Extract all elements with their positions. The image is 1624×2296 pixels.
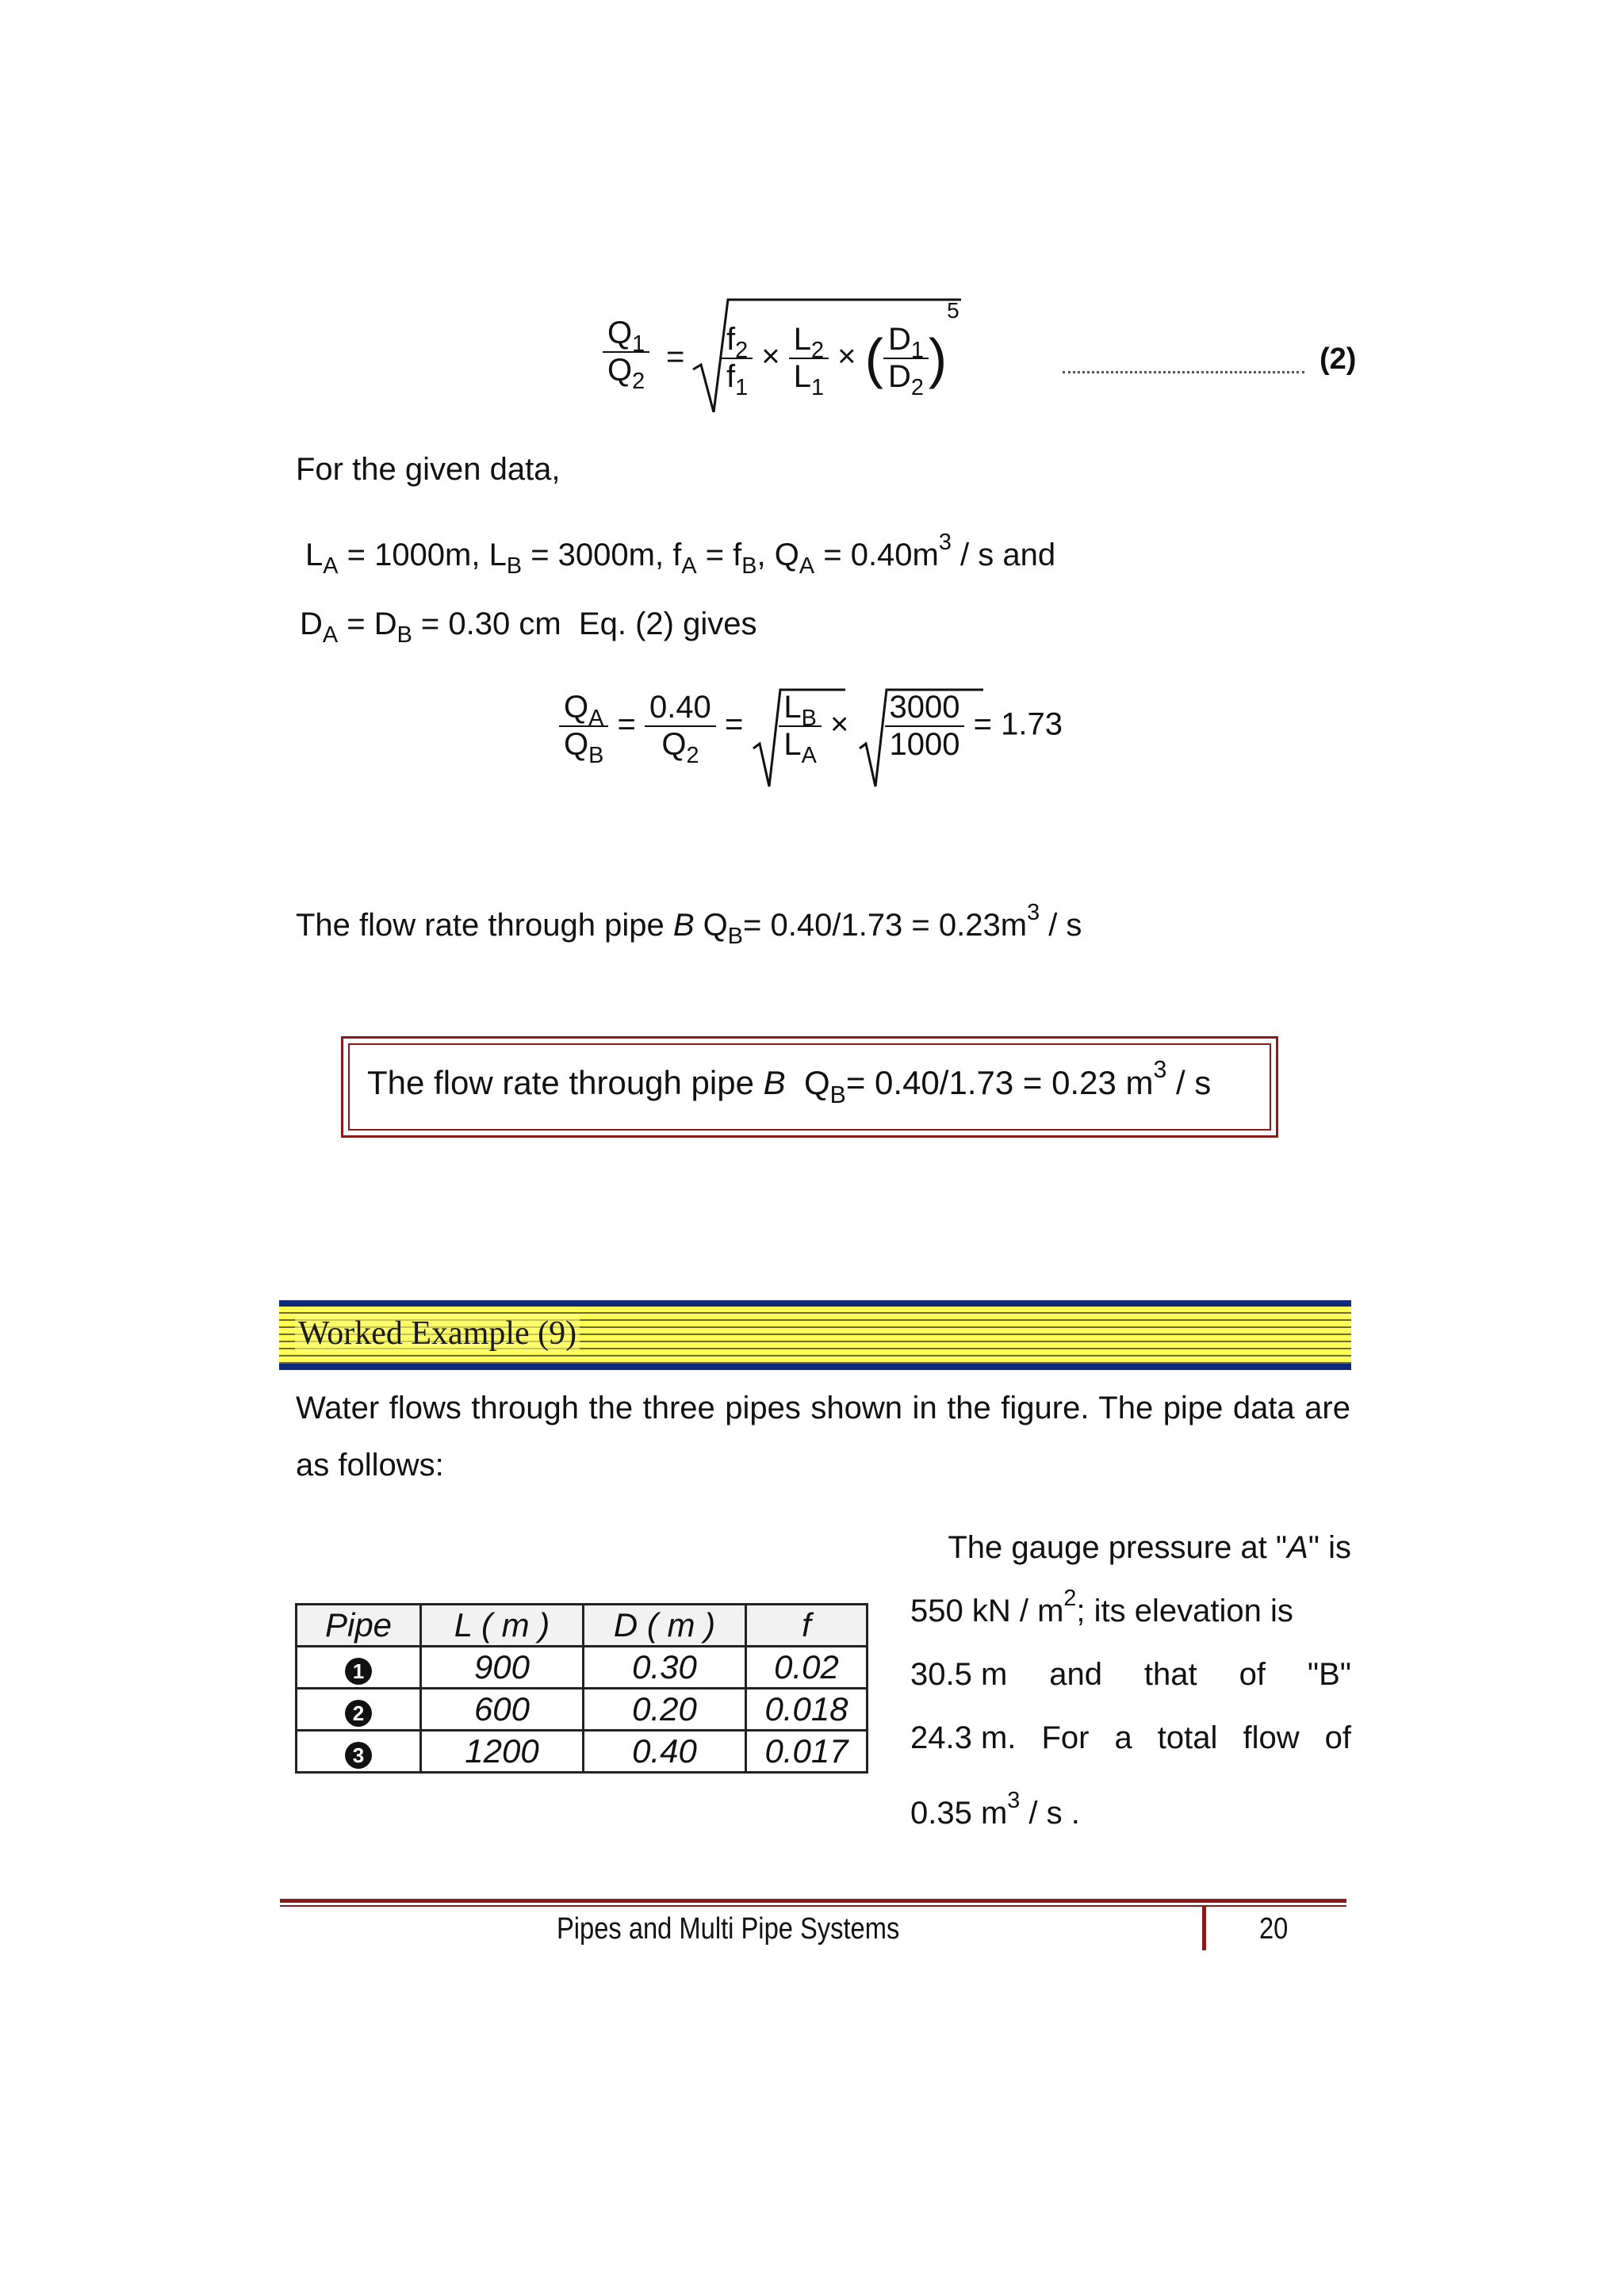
- eq1-radicand: $\frac{f_2}{f_1}$ × $\frac{L_2}{L_1}$ × ( $\frac{D_1}{D_2}$ )$^5$: [722, 322, 959, 395]
- ratio-equation: $\frac{Q_A}{Q_B}$ = $\frac{0.40}{Q_2}$ = $\frac{L_B}{L_A}$ × $\frac{3000}{1000}$ = 1.73: [559, 690, 1114, 809]
- header-pipe: Pipe: [297, 1605, 421, 1647]
- eq1-f1: f: [726, 359, 736, 394]
- footer-divider: [1202, 1907, 1206, 1950]
- given-data-line-1: $L_A = 1000m$, $L_B = 3000m$, $f_A = f_B$, $Q_A = 0.40m^3 / s$ and: [305, 529, 1056, 580]
- pipe-data-table: [295, 1603, 868, 1774]
- problem-statement: Water flows through the three pipes shown in the figure. The pipe data are as follows:: [296, 1391, 1350, 1483]
- eq1-d2-sub: 2: [910, 375, 924, 401]
- table-row: 2 600 0.20 0.018: [297, 1689, 868, 1731]
- equation-number: (2): [1320, 342, 1357, 376]
- footer-rule-thin: [280, 1905, 1346, 1907]
- eq1-l2-sub: 2: [811, 338, 825, 364]
- eq1-f1-sub: 1: [735, 375, 749, 401]
- table-row: 1 900 0.30 0.02: [297, 1647, 868, 1689]
- page-number: 20: [1259, 1912, 1289, 1946]
- pipe-number-badge: 2: [345, 1700, 372, 1727]
- side-line-2: 550 kN / $m^2$; its elevation is: [910, 1585, 1293, 1628]
- sqrt-numeric-ratio: $\frac{3000}{1000}$: [858, 690, 965, 763]
- sqrt-sign-2: [858, 685, 985, 788]
- footer-title: Pipes and Multi Pipe Systems: [557, 1912, 900, 1946]
- equation-2: [603, 293, 975, 428]
- eq1-equals: =: [666, 339, 685, 374]
- given-data-line-2: $D_A = D_B = 0.30$ cm Eq. (2) gives: [300, 607, 757, 649]
- eq1-q2-sub: 2: [632, 369, 645, 395]
- eq1-l2: L: [793, 322, 811, 357]
- side-line-5: 0.35 $m^3$ / s .: [910, 1787, 1080, 1831]
- side-line-3: 30.5 m and that of "B": [910, 1657, 1351, 1692]
- eq1-times-2: ×: [837, 339, 856, 374]
- header-friction: f: [746, 1605, 868, 1647]
- eq1-q1: Q: [607, 316, 633, 350]
- pipe-number-badge: 1: [345, 1658, 372, 1685]
- result-box-text: The flow rate through pipe B $Q_B= 0.40/1.73 = 0.23$ $m^3$ / s: [367, 1056, 1212, 1108]
- flow-ratio-fraction: [603, 316, 649, 395]
- sqrt-length-ratio: $\frac{L_B}{L_A}$: [752, 690, 821, 763]
- result-box: [341, 1036, 1278, 1138]
- eq1-f2-sub: 2: [735, 338, 749, 364]
- eq1-exponent: 5: [947, 297, 959, 323]
- eq1-q1-sub: 1: [632, 331, 645, 358]
- side-line-4: 24.3 m. For a total flow of: [910, 1720, 1351, 1755]
- eq1-q2: Q: [607, 353, 633, 388]
- flow-rate-line: The flow rate through pipe B $Q_B= 0.40/1.73 = 0.23m^3 / s$: [296, 899, 1082, 950]
- worked-example-banner: [279, 1300, 1351, 1370]
- pipe-number-badge: 3: [345, 1742, 372, 1769]
- eq1-l1-sub: 1: [811, 375, 825, 401]
- eq1-d1-sub: 1: [910, 338, 924, 364]
- eq1-f2: f: [726, 322, 736, 357]
- worked-example-title: Worked Example (9): [295, 1314, 580, 1353]
- side-line-1: The gauge pressure at "A" is: [948, 1530, 1351, 1565]
- table-header-row: [297, 1605, 868, 1647]
- footer-rule: [280, 1899, 1346, 1903]
- eq1-times-1: ×: [761, 339, 780, 374]
- table-row: 3 1200 0.40 0.017: [297, 1731, 868, 1773]
- eq1-l1: L: [793, 359, 811, 394]
- given-data-intro: For the given data,: [296, 452, 561, 487]
- eq1-d1: D: [887, 322, 911, 357]
- eq1-d2: D: [887, 359, 911, 394]
- header-length: L ( m ): [421, 1605, 584, 1647]
- equation-number-leader: [1063, 371, 1304, 373]
- sqrt-sign-1: [752, 685, 847, 788]
- header-diameter: D ( m ): [584, 1605, 746, 1647]
